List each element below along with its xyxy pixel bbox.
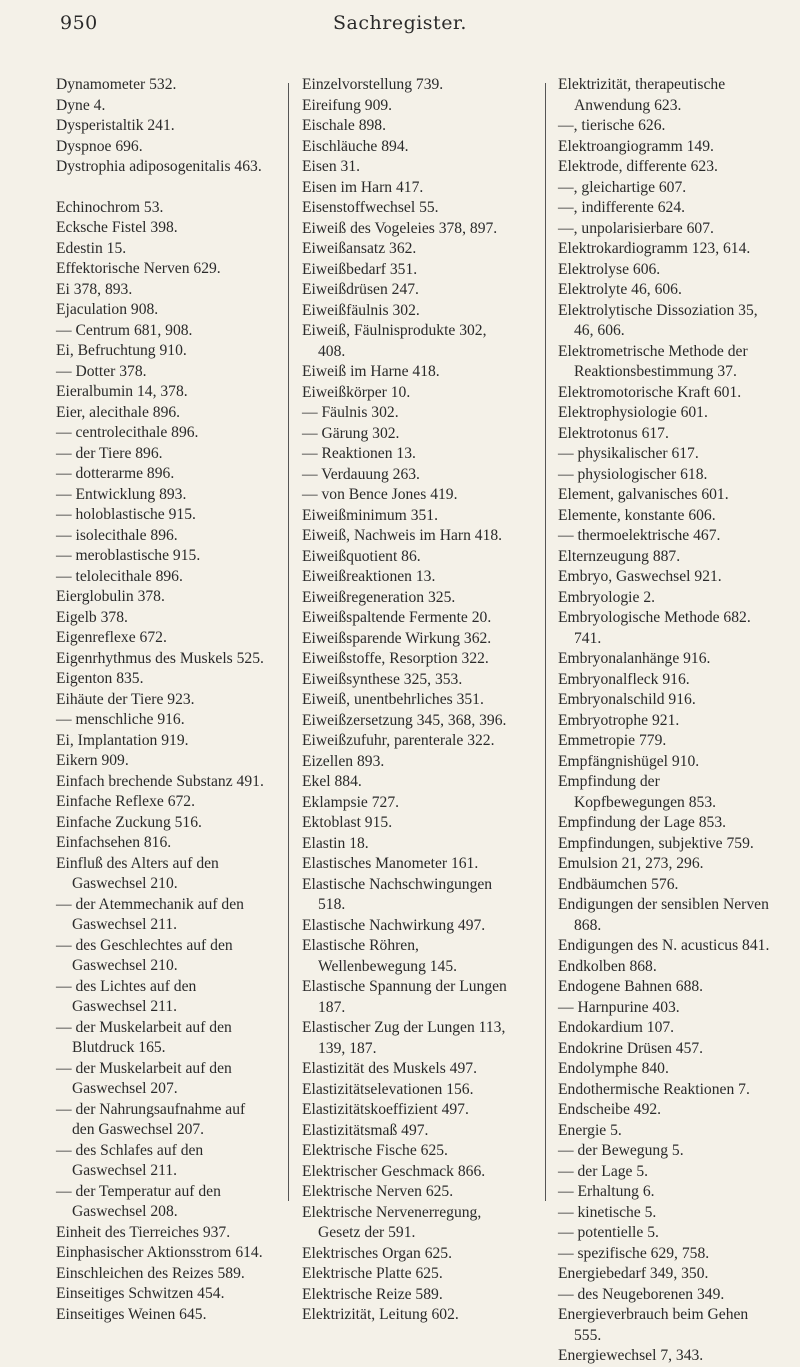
index-entry: Elektrolyte 46, 606. [558, 281, 682, 298]
index-entry: Eiweißminimum 351. [302, 506, 439, 524]
index-entry: Eigelb 378. [56, 608, 128, 626]
index-entry: Elektrometrische Methode der Reaktionsbestimmung 37. [558, 342, 748, 380]
index-entry: Ektoblast 915. [302, 814, 393, 831]
index-entry: Eikern 909. [56, 752, 129, 769]
index-entry: Eiweiß, Fäulnisprodukte 302, 408. [302, 322, 487, 360]
index-entry: Eiweiß des Vogeleies 378, 897. [302, 219, 498, 237]
index-entry: Elektromotorische Kraft 601. [558, 383, 742, 401]
running-title: Sachregister. [333, 12, 467, 34]
index-entry: Elektrode, differente 623. [558, 158, 718, 175]
index-entry: Eiweißzufuhr, parenterale 322. [302, 732, 495, 749]
index-entry: Elastische Röhren, Wellenbewegung 145. [302, 937, 458, 975]
index-entry: — der Bewegung 5. [558, 1142, 684, 1159]
index-entry: Endigungen der sensiblen Nerven 868. [558, 896, 769, 934]
index-entry: Dyspnoe 696. [56, 137, 143, 155]
index-entry: Einfachsehen 816. [56, 834, 172, 851]
index-entry: Elektrische Nervenerregung, Gesetz der 591. [302, 1203, 482, 1241]
index-entry: Eiweißansatz 362. [302, 240, 417, 257]
index-entry: — physiologischer 618. [558, 465, 708, 483]
index-entry: Elektrischer Geschmack 866. [302, 1162, 486, 1180]
index-entry: — Reaktionen 13. [302, 445, 416, 462]
index-entry: — telolecithale 896. [56, 567, 183, 585]
index-entry: Elastische Nachschwingungen 518. [302, 875, 493, 913]
index-entry: — meroblastische 915. [56, 547, 201, 564]
index-entry: Eiweißbedarf 351. [302, 260, 418, 278]
index-entry: Eiweißregeneration 325. [302, 588, 456, 606]
index-entry: — isolecithale 896. [56, 526, 178, 544]
index-entry: Emulsion 21, 273, 296. [558, 855, 704, 872]
index-entry: Emmetropie 779. [558, 732, 667, 749]
index-entry: — des Lichtes auf den Gaswechsel 211. [56, 977, 197, 1015]
index-entry: Eiweißzersetzung 345, 368, 396. [302, 711, 507, 729]
index-entry: Elemente, konstante 606. [558, 506, 716, 524]
index-entry: Embryologie 2. [558, 588, 656, 606]
index-entry: Elastisches Manometer 161. [302, 855, 479, 872]
index-entry: Eigenton 835. [56, 670, 144, 687]
index-entry: Elektrolyse 606. [558, 260, 661, 278]
index-entry: Elektrische Fische 625. [302, 1142, 448, 1159]
index-entry: Dysperistaltik 241. [56, 117, 175, 134]
index-entry: Edestin 15. [56, 239, 127, 257]
index-entry: Einfache Reflexe 672. [56, 793, 195, 810]
index-entry: Eiweißkörper 10. [302, 383, 411, 401]
page-number: 950 [60, 12, 98, 34]
index-entry: Endscheibe 492. [558, 1101, 662, 1118]
index-entry: Elektrolytische Dissoziation 35, 46, 606. [558, 301, 758, 339]
index-entry: Elektrische Reize 589. [302, 1285, 443, 1303]
index-entry: —, tierische 626. [558, 117, 666, 134]
index-entry: Embryonalanhänge 916. [558, 650, 711, 667]
index-entry: Eischale 898. [302, 117, 387, 134]
index-entry: —, indifferente 624. [558, 199, 686, 216]
index-entry: Elektrizität, therapeutische Anwendung 623. [558, 76, 726, 114]
index-entry: — kinetische 5. [558, 1203, 657, 1221]
index-entry: — der Muskelarbeit auf den Blutdruck 165. [56, 1018, 232, 1056]
index-entry: Endolymphe 840. [558, 1060, 669, 1077]
index-entry: — Centrum 681, 908. [56, 321, 193, 339]
index-entry: — thermoelektrische 467. [558, 527, 721, 544]
index-entry: Elektrophysiologie 601. [558, 404, 708, 421]
index-entry: Eireifung 909. [302, 96, 393, 114]
index-entry: Elastischer Zug der Lungen 113, 139, 187. [302, 1019, 506, 1057]
index-entry: Elektrisches Organ 625. [302, 1244, 452, 1262]
index-entry: Einheit des Tierreiches 937. [56, 1223, 231, 1241]
index-entry: Eihäute der Tiere 923. [56, 690, 195, 708]
index-entry: Eiweißquotient 86. [302, 547, 421, 565]
index-entry: Elektrische Platte 625. [302, 1265, 443, 1282]
index-entry: Echinochrom 53. [56, 198, 164, 216]
index-entry: Eigenrhythmus des Muskels 525. [56, 649, 264, 667]
index-entry: Eierglobulin 378. [56, 588, 165, 605]
index-entry: Dystrophia adiposogenitalis 463. [56, 158, 262, 175]
index-columns [56, 75, 771, 1364]
index-entry: Empfängnishügel 910. [558, 752, 700, 770]
index-entry: — der Atemmechanik auf den Gaswechsel 211. [56, 895, 244, 933]
index-entry: Energiebedarf 349, 350. [558, 1265, 709, 1282]
index-entry: Elastizität des Muskels 497. [302, 1060, 477, 1077]
index-entry: Eiweißspaltende Fermente 20. [302, 609, 492, 626]
index-entry: Eisen 31. [302, 158, 361, 175]
index-entry: Embryo, Gaswechsel 921. [558, 568, 722, 585]
index-entry: Eklampsie 727. [302, 793, 400, 811]
index-entry: — Dotter 378. [56, 362, 147, 380]
index-entry: Endkolben 868. [558, 957, 657, 975]
index-entry: Ejaculation 908. [56, 301, 159, 318]
index-entry: Eisenstoffwechsel 55. [302, 199, 439, 216]
index-entry: Eiweißstoffe, Resorption 322. [302, 650, 489, 667]
index-entry: — der Lage 5. [558, 1162, 649, 1180]
index-entry: Endokardium 107. [558, 1019, 675, 1036]
index-entry: — des Geschlechtes auf den Gaswechsel 210. [56, 936, 233, 974]
index-entry: Endbäumchen 576. [558, 875, 679, 893]
index-entry: Einfluß des Alters auf den Gaswechsel 210. [56, 854, 219, 892]
index-entry: — dotterarme 896. [56, 465, 175, 482]
index-column-1 [56, 75, 271, 1323]
index-entry: Elternzeugung 887. [558, 547, 681, 565]
index-entry: Einseitiges Schwitzen 454. [56, 1285, 225, 1302]
index-entry: Ei, Implantation 919. [56, 731, 189, 749]
index-entry: Embryonalfleck 916. [558, 670, 690, 688]
index-entry: Eiweißfäulnis 302. [302, 301, 420, 319]
index-entry: — Harnpurine 403. [558, 998, 680, 1016]
index-entry: Energie 5. [558, 1121, 622, 1139]
index-entry: — Verdauung 263. [302, 465, 420, 483]
index-column-3 [558, 75, 771, 1364]
index-entry: — Entwicklung 893. [56, 485, 187, 503]
index-entry: Dynamometer 532. [56, 76, 177, 93]
index-entry: — der Nahrungsaufnahme auf den Gaswechsel 207. [56, 1100, 246, 1138]
index-entry: Ecksche Fistel 398. [56, 219, 178, 236]
index-entry: Elektrotonus 617. [558, 424, 669, 442]
index-entry: Empfindungen, subjektive 759. [558, 834, 754, 852]
index-entry: — des Neugeborenen 349. [558, 1285, 725, 1303]
column-divider [545, 83, 546, 1201]
index-entry: Einseitiges Weinen 645. [56, 1305, 207, 1323]
index-entry: Embryologische Methode 682. 741. [558, 609, 751, 647]
index-entry: Elastizitätsmaß 497. [302, 1121, 429, 1139]
index-entry: Einfach brechende Substanz 491. [56, 772, 264, 790]
index-entry: — centrolecithale 896. [56, 424, 199, 441]
index-entry: Elastizitätselevationen 156. [302, 1080, 474, 1098]
index-entry: — der Temperatur auf den Gaswechsel 208. [56, 1182, 221, 1220]
index-entry: Elektrizität, Leitung 602. [302, 1306, 459, 1323]
index-entry: — spezifische 629, 758. [558, 1244, 710, 1262]
index-entry: — von Bence Jones 419. [302, 486, 458, 503]
index-entry: Endokrine Drüsen 457. [558, 1039, 704, 1057]
index-entry: — Fäulnis 302. [302, 404, 399, 421]
index-entry: — des Schlafes auf den Gaswechsel 211. [56, 1141, 204, 1179]
index-entry: Ei 378, 893. [56, 280, 133, 298]
index-entry: Elektroangiogramm 149. [558, 137, 714, 155]
index-entry: Eigenreflexe 672. [56, 629, 167, 646]
index-entry: Elastische Spannung der Lungen 187. [302, 978, 507, 1016]
index-entry: —, unpolarisierbare 607. [558, 219, 714, 237]
index-entry: Eiweiß im Harne 418. [302, 363, 440, 380]
page-header [0, 12, 800, 42]
index-entry: Eiweißsparende Wirkung 362. [302, 629, 492, 647]
index-entry: Endothermische Reaktionen 7. [558, 1080, 750, 1098]
index-entry: Energieverbrauch beim Gehen 555. [558, 1306, 749, 1344]
index-entry: Eiweißsynthese 325, 353. [302, 670, 463, 688]
index-entry: Endogene Bahnen 688. [558, 978, 704, 995]
index-entry: — holoblastische 915. [56, 506, 196, 523]
index-entry: Energiewechsel 7, 343. [558, 1347, 704, 1364]
index-entry: Eiweißreaktionen 13. [302, 568, 436, 585]
index-entry: Eieralbumin 14, 378. [56, 383, 188, 400]
index-entry: —, gleichartige 607. [558, 178, 687, 196]
index-entry: Elastizitätskoeffizient 497. [302, 1101, 469, 1118]
index-entry: Elastin 18. [302, 834, 369, 852]
index-entry: — physikalischer 617. [558, 445, 699, 462]
index-entry: Elastische Nachwirkung 497. [302, 916, 486, 934]
index-entry: Eier, alecithale 896. [56, 403, 181, 421]
index-entry: — Erhaltung 6. [558, 1183, 655, 1200]
index-entry: — Gärung 302. [302, 424, 400, 442]
index-entry: Elektrische Nerven 625. [302, 1183, 454, 1200]
index-entry: — menschliche 916. [56, 711, 185, 728]
index-entry: Dyne 4. [56, 96, 106, 114]
index-entry: Einfache Zuckung 516. [56, 813, 202, 831]
index-entry: Eisen im Harn 417. [302, 178, 424, 196]
index-entry: Einzelvorstellung 739. [302, 76, 444, 93]
index-entry: Eischläuche 894. [302, 137, 409, 155]
index-entry: — der Tiere 896. [56, 444, 163, 462]
index-entry: Ei, Befruchtung 910. [56, 342, 187, 359]
index-entry: Einphasischer Aktionsstrom 614. [56, 1244, 263, 1261]
index-entry: Embryotrophe 921. [558, 711, 680, 729]
index-entry: Eiweiß, unentbehrliches 351. [302, 691, 484, 708]
index-entry: Ekel 884. [302, 773, 362, 790]
column-divider [288, 83, 289, 1201]
index-column-2 [302, 75, 517, 1323]
index-entry: — der Muskelarbeit auf den Gaswechsel 207. [56, 1059, 232, 1097]
index-entry: — potentielle 5. [558, 1224, 659, 1241]
index-entry: Endigungen des N. acusticus 841. [558, 937, 770, 954]
index-entry: Eizellen 893. [302, 752, 385, 770]
index-entry: Embryonalschild 916. [558, 691, 696, 708]
index-entry: Empfindung der Lage 853. [558, 814, 727, 831]
index-entry: Eiweißdrüsen 247. [302, 281, 419, 298]
index-entry: Empfindung der Kopfbewegungen 853. [558, 773, 717, 811]
index-entry: Element, galvanisches 601. [558, 486, 729, 503]
index-entry: Effektorische Nerven 629. [56, 260, 221, 277]
index-entry: Einschleichen des Reizes 589. [56, 1264, 245, 1282]
index-entry: Eiweiß, Nachweis im Harn 418. [302, 527, 503, 544]
index-entry: Elektrokardiogramm 123, 614. [558, 240, 751, 257]
